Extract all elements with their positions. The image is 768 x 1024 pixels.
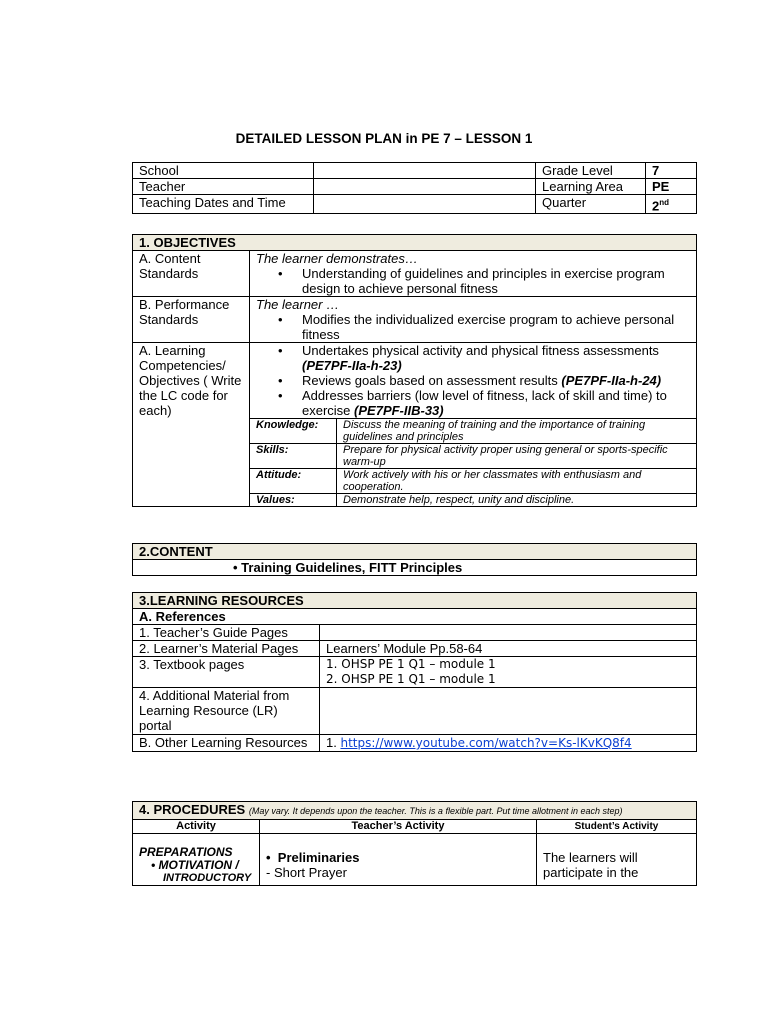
competency-item: • Addresses barriers (low level of fitness, lack of skill and time) to exercise (PE7PF-IIB-33) bbox=[302, 388, 690, 418]
quarter-label: Quarter bbox=[536, 195, 646, 214]
col-activity: Activity bbox=[133, 820, 260, 834]
activity-sub: INTRODUCTORY bbox=[163, 872, 252, 884]
grade-label: Grade Level bbox=[536, 163, 646, 179]
content-standards-cell bbox=[250, 251, 697, 297]
attitude-label: Attitude: bbox=[250, 469, 337, 494]
teacher-activity-sub: - Short Prayer bbox=[266, 865, 347, 880]
bullet-icon: • bbox=[266, 850, 278, 865]
objectives-header: 1. OBJECTIVES bbox=[133, 235, 697, 251]
activity-item: • MOTIVATION / bbox=[151, 858, 239, 872]
lr-portal-value bbox=[320, 688, 697, 735]
youtube-link[interactable]: https://www.youtube.com/watch?v=Ks-lKvKQ8f4 bbox=[340, 736, 632, 750]
other-resources-value: 1. https://www.youtube.com/watch?v=Ks-lKvKQ8f4 bbox=[320, 735, 697, 752]
performance-standard-item: • Modifies the individualized exercise program to achieve personal fitness bbox=[302, 312, 690, 342]
teacher-label: Teacher bbox=[133, 179, 314, 195]
col-teacher-activity: Teacher’s Activity bbox=[260, 820, 537, 834]
quarter-value: 2nd bbox=[646, 195, 697, 214]
tg-pages-value bbox=[320, 625, 697, 641]
lr-portal-label: 4. Additional Material from Learning Resource (LR) portal bbox=[133, 688, 320, 735]
content-cell bbox=[133, 560, 697, 576]
performance-standards-cell bbox=[250, 297, 697, 343]
school-label: School bbox=[133, 163, 314, 179]
bullet-icon: • bbox=[233, 560, 242, 575]
content-standard-item: • Understanding of guidelines and principles in exercise program design to achieve personal fitness bbox=[302, 266, 690, 296]
teacher-value[interactable] bbox=[314, 179, 536, 195]
info-table bbox=[132, 162, 697, 214]
content-header: 2.CONTENT bbox=[133, 544, 697, 560]
textbook-pages-value: 1. OHSP PE 1 Q1 – module 1 2. OHSP PE 1 Q1 – module 1 bbox=[320, 657, 697, 688]
col-student-activity: Student’s Activity bbox=[537, 820, 697, 834]
procedures-header: 4. PROCEDURES (May vary. It depends upon the teacher. This is a flexible part. Put time allotment in each step) bbox=[133, 802, 697, 820]
competencies-cell bbox=[250, 343, 697, 419]
knowledge-label: Knowledge: bbox=[250, 419, 337, 444]
area-label: Learning Area bbox=[536, 179, 646, 195]
references-label: A. References bbox=[133, 609, 697, 625]
bullet-icon: • bbox=[151, 858, 159, 872]
teacher-activity-item: • Preliminaries bbox=[266, 850, 360, 865]
teacher-activity-cell bbox=[260, 834, 537, 886]
attitude-text: Work actively with his or her classmates with enthusiasm and cooperation. bbox=[337, 469, 697, 494]
resources-header: 3.LEARNING RESOURCES bbox=[133, 593, 697, 609]
procedures-note: (May vary. It depends upon the teacher. This is a flexible part. Put time allotment in each step) bbox=[248, 806, 623, 816]
content-standards-label: A. Content Standards bbox=[133, 251, 250, 297]
performance-intro: The learner … bbox=[256, 297, 340, 312]
dates-value[interactable] bbox=[314, 195, 536, 214]
other-resources-label: B. Other Learning Resources bbox=[133, 735, 320, 752]
activity-cell bbox=[133, 834, 260, 886]
procedures-table bbox=[132, 801, 697, 886]
school-value[interactable] bbox=[314, 163, 536, 179]
skills-label: Skills: bbox=[250, 444, 337, 469]
content-table bbox=[132, 543, 697, 576]
activity-title: PREPARATIONS bbox=[139, 845, 233, 859]
knowledge-text: Discuss the meaning of training and the importance of training guidelines and principles bbox=[337, 419, 697, 444]
competency-item: • Reviews goals based on assessment results (PE7PF-IIa-h-24) bbox=[302, 373, 690, 388]
resources-table bbox=[132, 592, 697, 752]
competency-item: • Undertakes physical activity and physical fitness assessments (PE7PF-IIa-h-23) bbox=[302, 343, 690, 373]
objectives-table bbox=[132, 234, 697, 507]
content-intro: The learner demonstrates… bbox=[256, 251, 418, 266]
lm-pages-value: Learners’ Module Pp.58-64 bbox=[320, 641, 697, 657]
tg-pages-label: 1. Teacher’s Guide Pages bbox=[133, 625, 320, 641]
competencies-label: A. Learning Competencies/ Objectives ( Write the LC code for each) bbox=[133, 343, 250, 507]
values-label: Values: bbox=[250, 494, 337, 507]
textbook-pages-label: 3. Textbook pages bbox=[133, 657, 320, 688]
document-title: DETAILED LESSON PLAN in PE 7 – LESSON 1 bbox=[235, 131, 533, 146]
performance-standards-label: B. Performance Standards bbox=[133, 297, 250, 343]
dates-label: Teaching Dates and Time bbox=[133, 195, 314, 214]
skills-text: Prepare for physical activity proper using general or sports-specific warm-up bbox=[337, 444, 697, 469]
values-text: Demonstrate help, respect, unity and discipline. bbox=[337, 494, 697, 507]
student-activity-cell: The learners will participate in the bbox=[537, 834, 697, 886]
lm-pages-label: 2. Learner’s Material Pages bbox=[133, 641, 320, 657]
content-item: • Training Guidelines, FITT Principles bbox=[233, 560, 463, 575]
grade-value: 7 bbox=[646, 163, 697, 179]
area-value: PE bbox=[646, 179, 697, 195]
